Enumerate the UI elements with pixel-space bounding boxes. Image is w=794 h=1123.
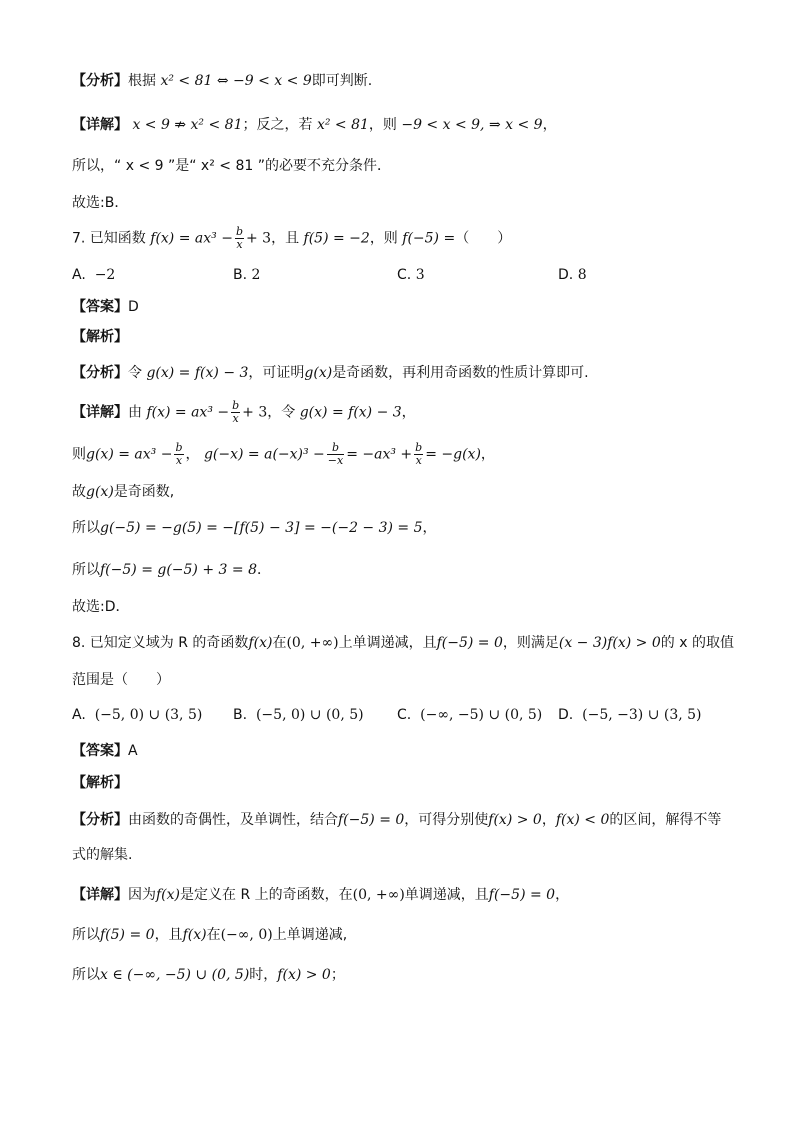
q7-detail-line1: 【详解】由 f(x) = ax³ − $\frac{b}{x}$ + 3，令 g(x) = f(x) − 3， — [72, 399, 416, 425]
q8-analysis-line1: 【分析】由函数的奇偶性，及单调性，结合f(−5) = 0，可得分别使f(x) > 0，f(x) < 0的区间，解得不等 — [72, 812, 722, 828]
q7-option-d: D. 8 — [558, 267, 587, 283]
q8-detail-line3: 所以x ∈ (−∞, −5) ∪ (0, 5)时，f(x) > 0； — [72, 967, 345, 983]
q6-analysis-line: 【分析】根据 x² < 81 ⇔ −9 < x < 9即可判断. — [72, 73, 373, 89]
q6-conclusion: 所以，“ x < 9 ”是“ x² < 81 ”的必要不充分条件． — [72, 158, 391, 174]
q7-detail-line5: 所以f(−5) = g(−5) + 3 = 8． — [72, 562, 271, 578]
q7-detail-line4: 所以g(−5) = −g(5) = −[f(5) − 3] = −(−2 − 3) = 5， — [72, 520, 437, 536]
q7-answer: 【答案】D — [72, 299, 139, 315]
q7-option-b: B. 2 — [233, 267, 261, 283]
fraction: $\frac{b}{x}$ — [175, 441, 183, 467]
q6-choice: 故选:B． — [72, 195, 129, 211]
q7-analysis-line: 【分析】令 g(x) = f(x) − 3，可证明g(x)是奇函数，再利用奇函数的性质计算即可. — [72, 365, 589, 381]
q7-detail-line3: 故g(x)是奇函数, — [72, 484, 175, 500]
q8-explain-tag: 【解析】 — [72, 775, 128, 791]
q7-option-c: C. 3 — [397, 267, 425, 283]
fraction: $\frac{b}{x}$ — [415, 441, 423, 467]
q7-explain-tag: 【解析】 — [72, 329, 128, 345]
q7-option-a: A. −2 — [72, 267, 116, 283]
q8-detail-line2: 所以f(5) = 0，且f(x)在(−∞, 0)上单调递减, — [72, 927, 348, 943]
fraction: $\frac{b}{x}$ — [232, 399, 240, 425]
q8-answer: 【答案】A — [72, 743, 138, 759]
q8-option-a: A. (−5, 0) ∪ (3, 5) — [72, 707, 203, 723]
q7-stem: 7. 已知函数 f(x) = ax³ − $\frac{b}{x}$ + 3，且 f(5) = −2，则 f(−5) =（ ） — [72, 225, 512, 251]
q8-detail-line1: 【详解】因为f(x)是定义在 R 上的奇函数，在(0, +∞)单调递减，且f(−5) = 0， — [72, 887, 570, 903]
q7-detail-line2: 则g(x) = ax³ − $\frac{b}{x}$ ， g(−x) = a(−x)³ − $\frac{b}{-x}$ = −ax³ + $\frac{b}{x}$ = −g(x)， — [72, 441, 495, 467]
q8-option-c: C. (−∞, −5) ∪ (0, 5) — [397, 707, 543, 723]
q8-analysis-line2: 式的解集. — [72, 847, 133, 863]
detail-tag: 【详解】 — [72, 117, 128, 133]
math: x² < 81 ⇔ −9 < x < 9 — [160, 73, 312, 89]
analysis-tag: 【分析】 — [72, 73, 128, 89]
fraction: $\frac{b}{x}$ — [235, 225, 243, 251]
q8-stem-line1: 8. 已知定义域为 R 的奇函数f(x)在(0, +∞)上单调递减，且f(−5) = 0，则满足(x − 3)f(x) > 0的 x 的取值 — [72, 635, 734, 651]
fraction: $\frac{b}{-x}$ — [327, 441, 344, 467]
q6-detail-line: 【详解】 x < 9 ⇏ x² < 81；反之，若 x² < 81，则 −9 < x < 9, ⇒ x < 9， — [72, 117, 557, 133]
q8-option-b: B. (−5, 0) ∪ (0, 5) — [233, 707, 364, 723]
q8-stem-line2: 范围是（ ） — [72, 672, 170, 688]
q8-option-d: D. (−5, −3) ∪ (3, 5) — [558, 707, 702, 723]
q7-choice: 故选:D． — [72, 599, 130, 615]
